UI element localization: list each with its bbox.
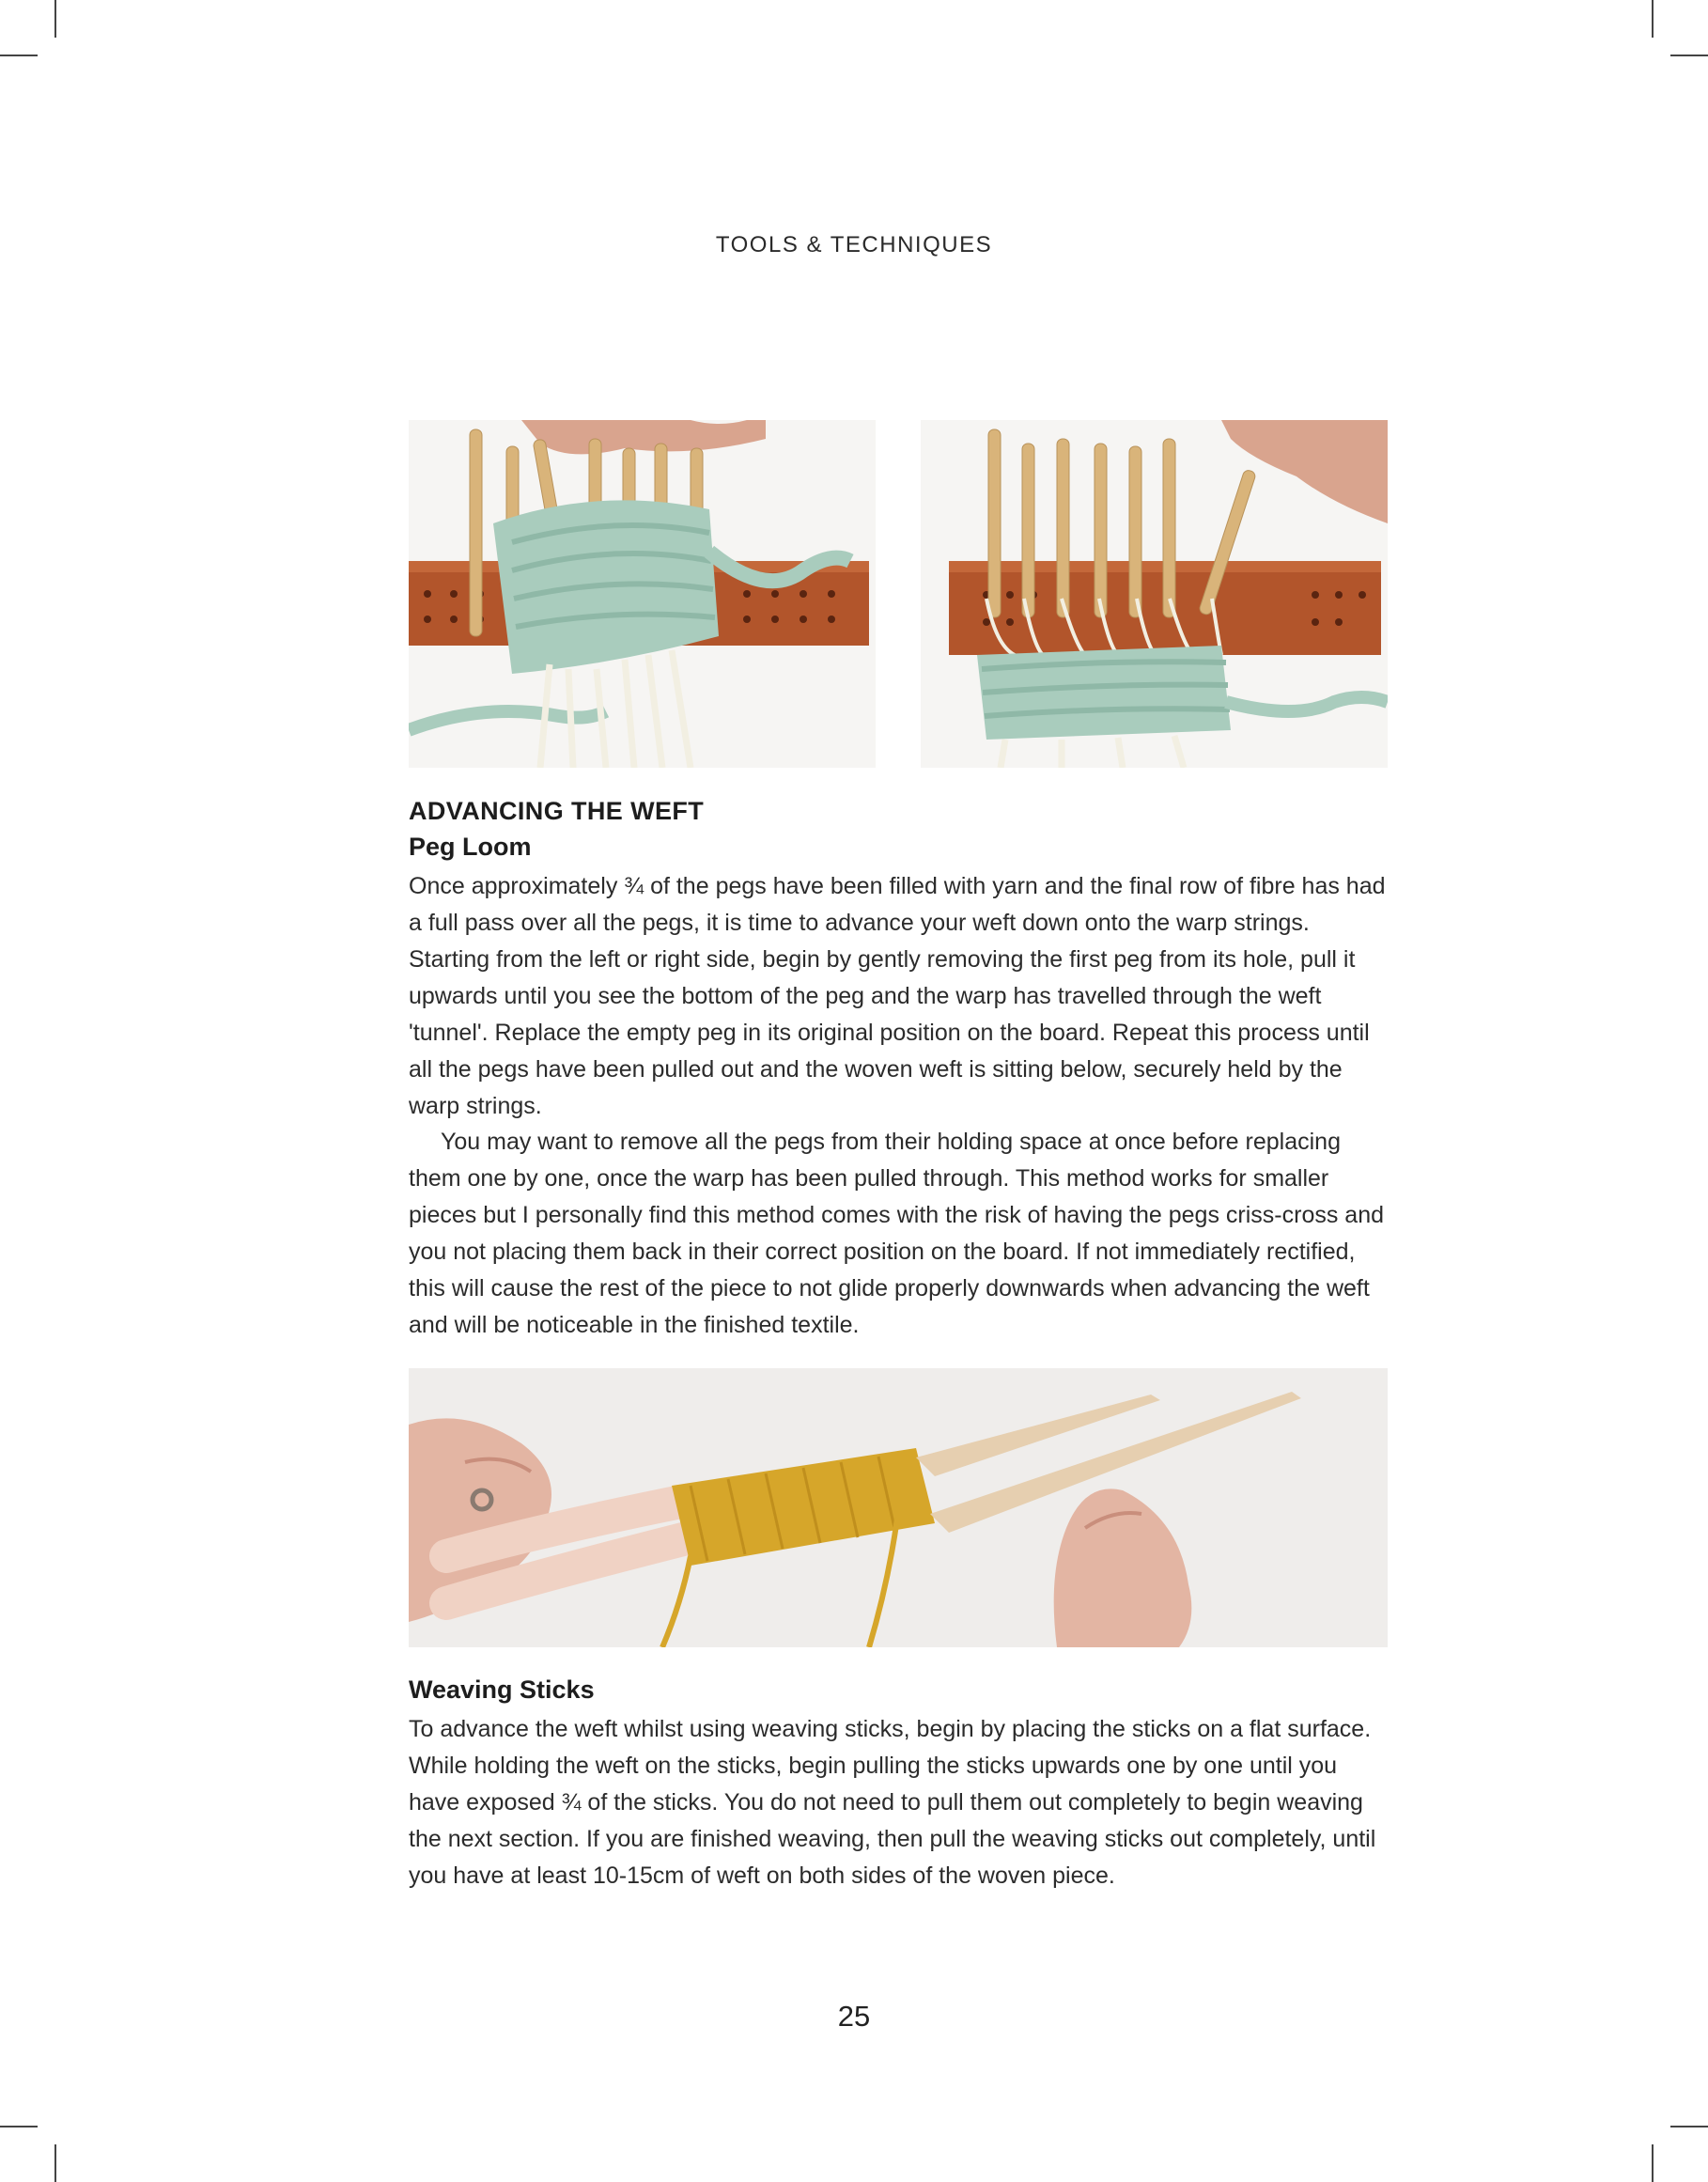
peg-loom-paragraph-2: You may want to remove all the pegs from their holding space at once before replacing them one by one, once the warp has been pulled through. This method works for smaller pieces but I personally find this method comes with the risk of having the pegs criss-cross and you not placing them back in their correct position on the board. If not immediately rectified, this will cause the rest of the piece to not glide properly downwards when advancing the weft and will be noticeable in the finished textile. bbox=[409, 1129, 1385, 1338]
peg-loom-subheading: Peg Loom bbox=[409, 833, 532, 861]
peg-loom-weaving-photo bbox=[409, 420, 876, 768]
weaving-sticks-photo bbox=[409, 1368, 1388, 1647]
weaving-sticks-subheading: Weaving Sticks bbox=[409, 1675, 595, 1704]
running-head: TOOLS & TECHNIQUES bbox=[715, 232, 993, 257]
page-number: 25 bbox=[837, 2000, 871, 2033]
peg-loom-paragraph-1: Once approximately ¾ of the pegs have been filled with yarn and the final row of fibre has had a full pass over all the pegs, it is time to advance your weft down onto the warp strings. Starting from the left or right side, begin by gently removing the first peg from its hole, pull it upwards until you see the bottom of the peg and the warp has travelled through the weft 'tunnel'. Replace the empty peg in its original position on the board. Repeat this process until all the pegs have been pulled out and the woven weft is sitting below, securely held by the warp strings. bbox=[409, 873, 1386, 1119]
crop-mark bbox=[1652, 2144, 1654, 2182]
crop-mark bbox=[0, 55, 38, 56]
section-heading: ADVANCING THE WEFT bbox=[409, 797, 705, 825]
weaving-sticks-paragraph: To advance the weft whilst using weaving sticks, begin by placing the sticks on a flat surface. While holding the weft on the sticks, begin pulling the sticks upwards one by one until you have exposed ¾ of the sticks. You do not need to pull them out completely to begin weaving the next section. If you are finished weaving, then pull the weaving sticks out completely, until you have at least 10-15cm of weft on both sides of the woven piece. bbox=[409, 1716, 1376, 1889]
crop-mark bbox=[54, 2144, 56, 2182]
crop-mark bbox=[1670, 55, 1708, 56]
crop-mark bbox=[1652, 0, 1654, 38]
peg-loom-advanced-weft-photo bbox=[921, 420, 1388, 768]
crop-mark bbox=[0, 2126, 38, 2127]
crop-mark bbox=[1670, 2126, 1708, 2127]
crop-mark bbox=[54, 0, 56, 38]
